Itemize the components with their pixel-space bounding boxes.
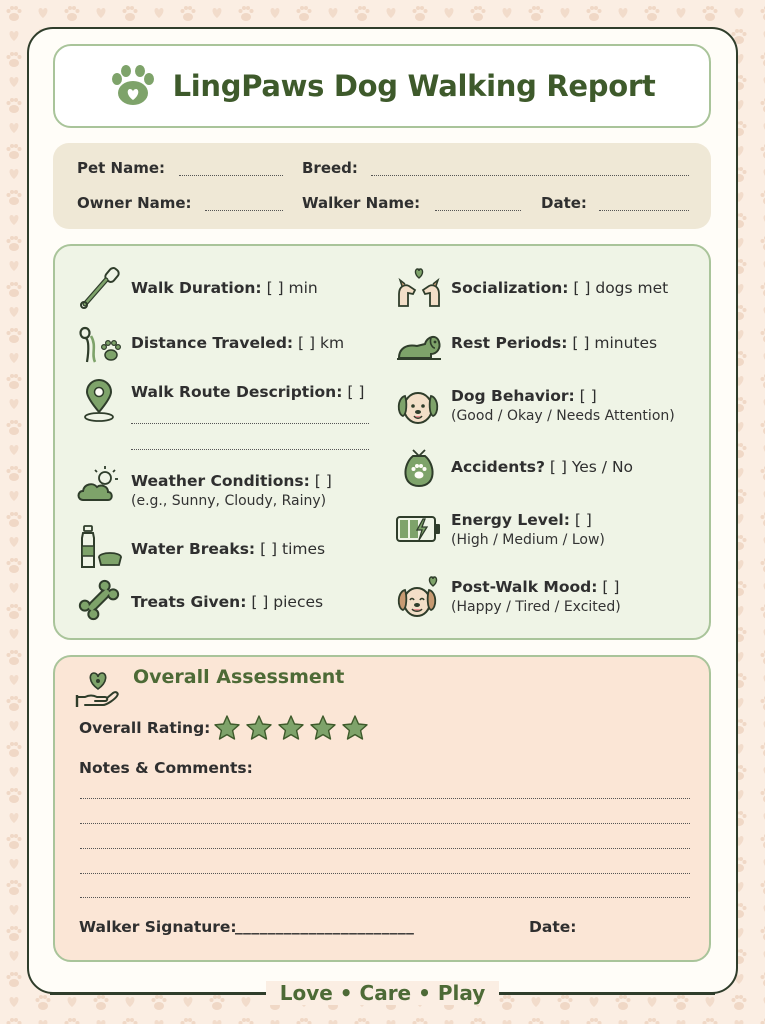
- accidents-label: Accidents?: [451, 458, 545, 476]
- star-icon[interactable]: [341, 714, 369, 742]
- dogs-socializing-icon: [395, 266, 443, 310]
- water-breaks-input[interactable]: [ ] times: [255, 540, 326, 558]
- socialization-label: Socialization:: [451, 279, 569, 297]
- signature-date-label: Date:: [529, 918, 577, 936]
- notes-line-2[interactable]: [80, 823, 690, 824]
- breed-label: Breed:: [302, 159, 358, 177]
- map-pin-icon: [79, 378, 119, 424]
- rest-periods-label: Rest Periods:: [451, 334, 568, 352]
- rest-periods-input[interactable]: [ ] minutes: [567, 334, 658, 352]
- energy-level-hint: (High / Medium / Low): [451, 532, 605, 548]
- date-field[interactable]: [599, 209, 689, 211]
- walker-signature-label: Walker Signature:: [79, 918, 237, 936]
- bone-icon: [77, 578, 121, 622]
- leash-icon: [77, 266, 121, 310]
- dog-behavior-label: Dog Behavior:: [451, 387, 575, 405]
- walk-details-section: [53, 244, 711, 640]
- distance-traveled-input[interactable]: [ ] km: [293, 334, 345, 352]
- waste-bag-icon: [399, 446, 439, 490]
- accidents-input[interactable]: [ ] Yes / No: [544, 458, 634, 476]
- footer-divider-right: [485, 993, 715, 995]
- walk-duration-label: Walk Duration:: [131, 279, 262, 297]
- dog-behavior-input[interactable]: [ ]: [574, 387, 597, 405]
- notes-line-3[interactable]: [80, 848, 690, 849]
- paw-heart-icon: [109, 64, 157, 108]
- overall-rating-label: Overall Rating:: [79, 719, 211, 737]
- notes-line-5[interactable]: [80, 897, 690, 898]
- water-breaks-label: Water Breaks:: [131, 540, 256, 558]
- date-label: Date:: [541, 194, 587, 212]
- walk-route-line-1[interactable]: [131, 422, 369, 424]
- post-walk-mood-label: Post-Walk Mood:: [451, 578, 598, 596]
- footer-divider-left: [50, 993, 280, 995]
- walk-route-line-2[interactable]: [131, 448, 369, 450]
- title-banner: [53, 44, 711, 128]
- star-rating[interactable]: [213, 714, 369, 742]
- energy-level-label: Energy Level:: [451, 511, 570, 529]
- walk-route-input[interactable]: [ ]: [342, 383, 365, 401]
- weather-icon: [75, 464, 123, 504]
- footer-tagline: Love • Care • Play: [266, 981, 500, 1005]
- resting-dog-icon: [395, 324, 443, 364]
- owner-name-label: Owner Name:: [77, 194, 192, 212]
- star-icon[interactable]: [277, 714, 305, 742]
- post-walk-mood-hint: (Happy / Tired / Excited): [451, 599, 621, 615]
- leash-paw-icon: [77, 322, 123, 366]
- walker-signature-field[interactable]: ______________________: [235, 917, 415, 935]
- walk-duration-input[interactable]: [ ] min: [261, 279, 318, 297]
- footer: [0, 977, 765, 1009]
- happy-dog-icon: [395, 574, 443, 622]
- walker-name-field[interactable]: [435, 209, 521, 211]
- treats-given-label: Treats Given:: [131, 593, 247, 611]
- walk-route-label: Walk Route Description:: [131, 383, 343, 401]
- pet-name-field[interactable]: [179, 174, 283, 176]
- owner-name-field[interactable]: [205, 209, 283, 211]
- overall-assessment-section: [53, 655, 711, 962]
- breed-field[interactable]: [371, 174, 689, 176]
- star-icon[interactable]: [309, 714, 337, 742]
- walker-name-label: Walker Name:: [302, 194, 421, 212]
- socialization-input[interactable]: [ ] dogs met: [568, 279, 669, 297]
- treats-given-input[interactable]: [ ] pieces: [246, 593, 324, 611]
- pet-info-section: [53, 143, 711, 229]
- weather-label: Weather Conditions:: [131, 472, 310, 490]
- energy-level-input[interactable]: [ ]: [569, 511, 592, 529]
- notes-line-4[interactable]: [80, 873, 690, 874]
- star-icon[interactable]: [245, 714, 273, 742]
- notes-line-1[interactable]: [80, 798, 690, 799]
- dog-behavior-hint: (Good / Okay / Needs Attention): [451, 408, 675, 424]
- post-walk-mood-input[interactable]: [ ]: [597, 578, 620, 596]
- hand-heart-icon: [75, 667, 121, 709]
- dog-face-icon: [395, 384, 441, 430]
- pet-name-label: Pet Name:: [77, 159, 166, 177]
- weather-hint: (e.g., Sunny, Cloudy, Rainy): [131, 493, 327, 509]
- distance-traveled-label: Distance Traveled:: [131, 334, 294, 352]
- notes-comments-label: Notes & Comments:: [79, 759, 253, 777]
- water-bottle-icon: [77, 524, 123, 570]
- weather-input[interactable]: [ ]: [309, 472, 332, 490]
- assessment-title: Overall Assessment: [133, 666, 345, 688]
- battery-icon: [395, 514, 443, 544]
- page-title: LingPaws Dog Walking Report: [172, 69, 656, 103]
- star-icon[interactable]: [213, 714, 241, 742]
